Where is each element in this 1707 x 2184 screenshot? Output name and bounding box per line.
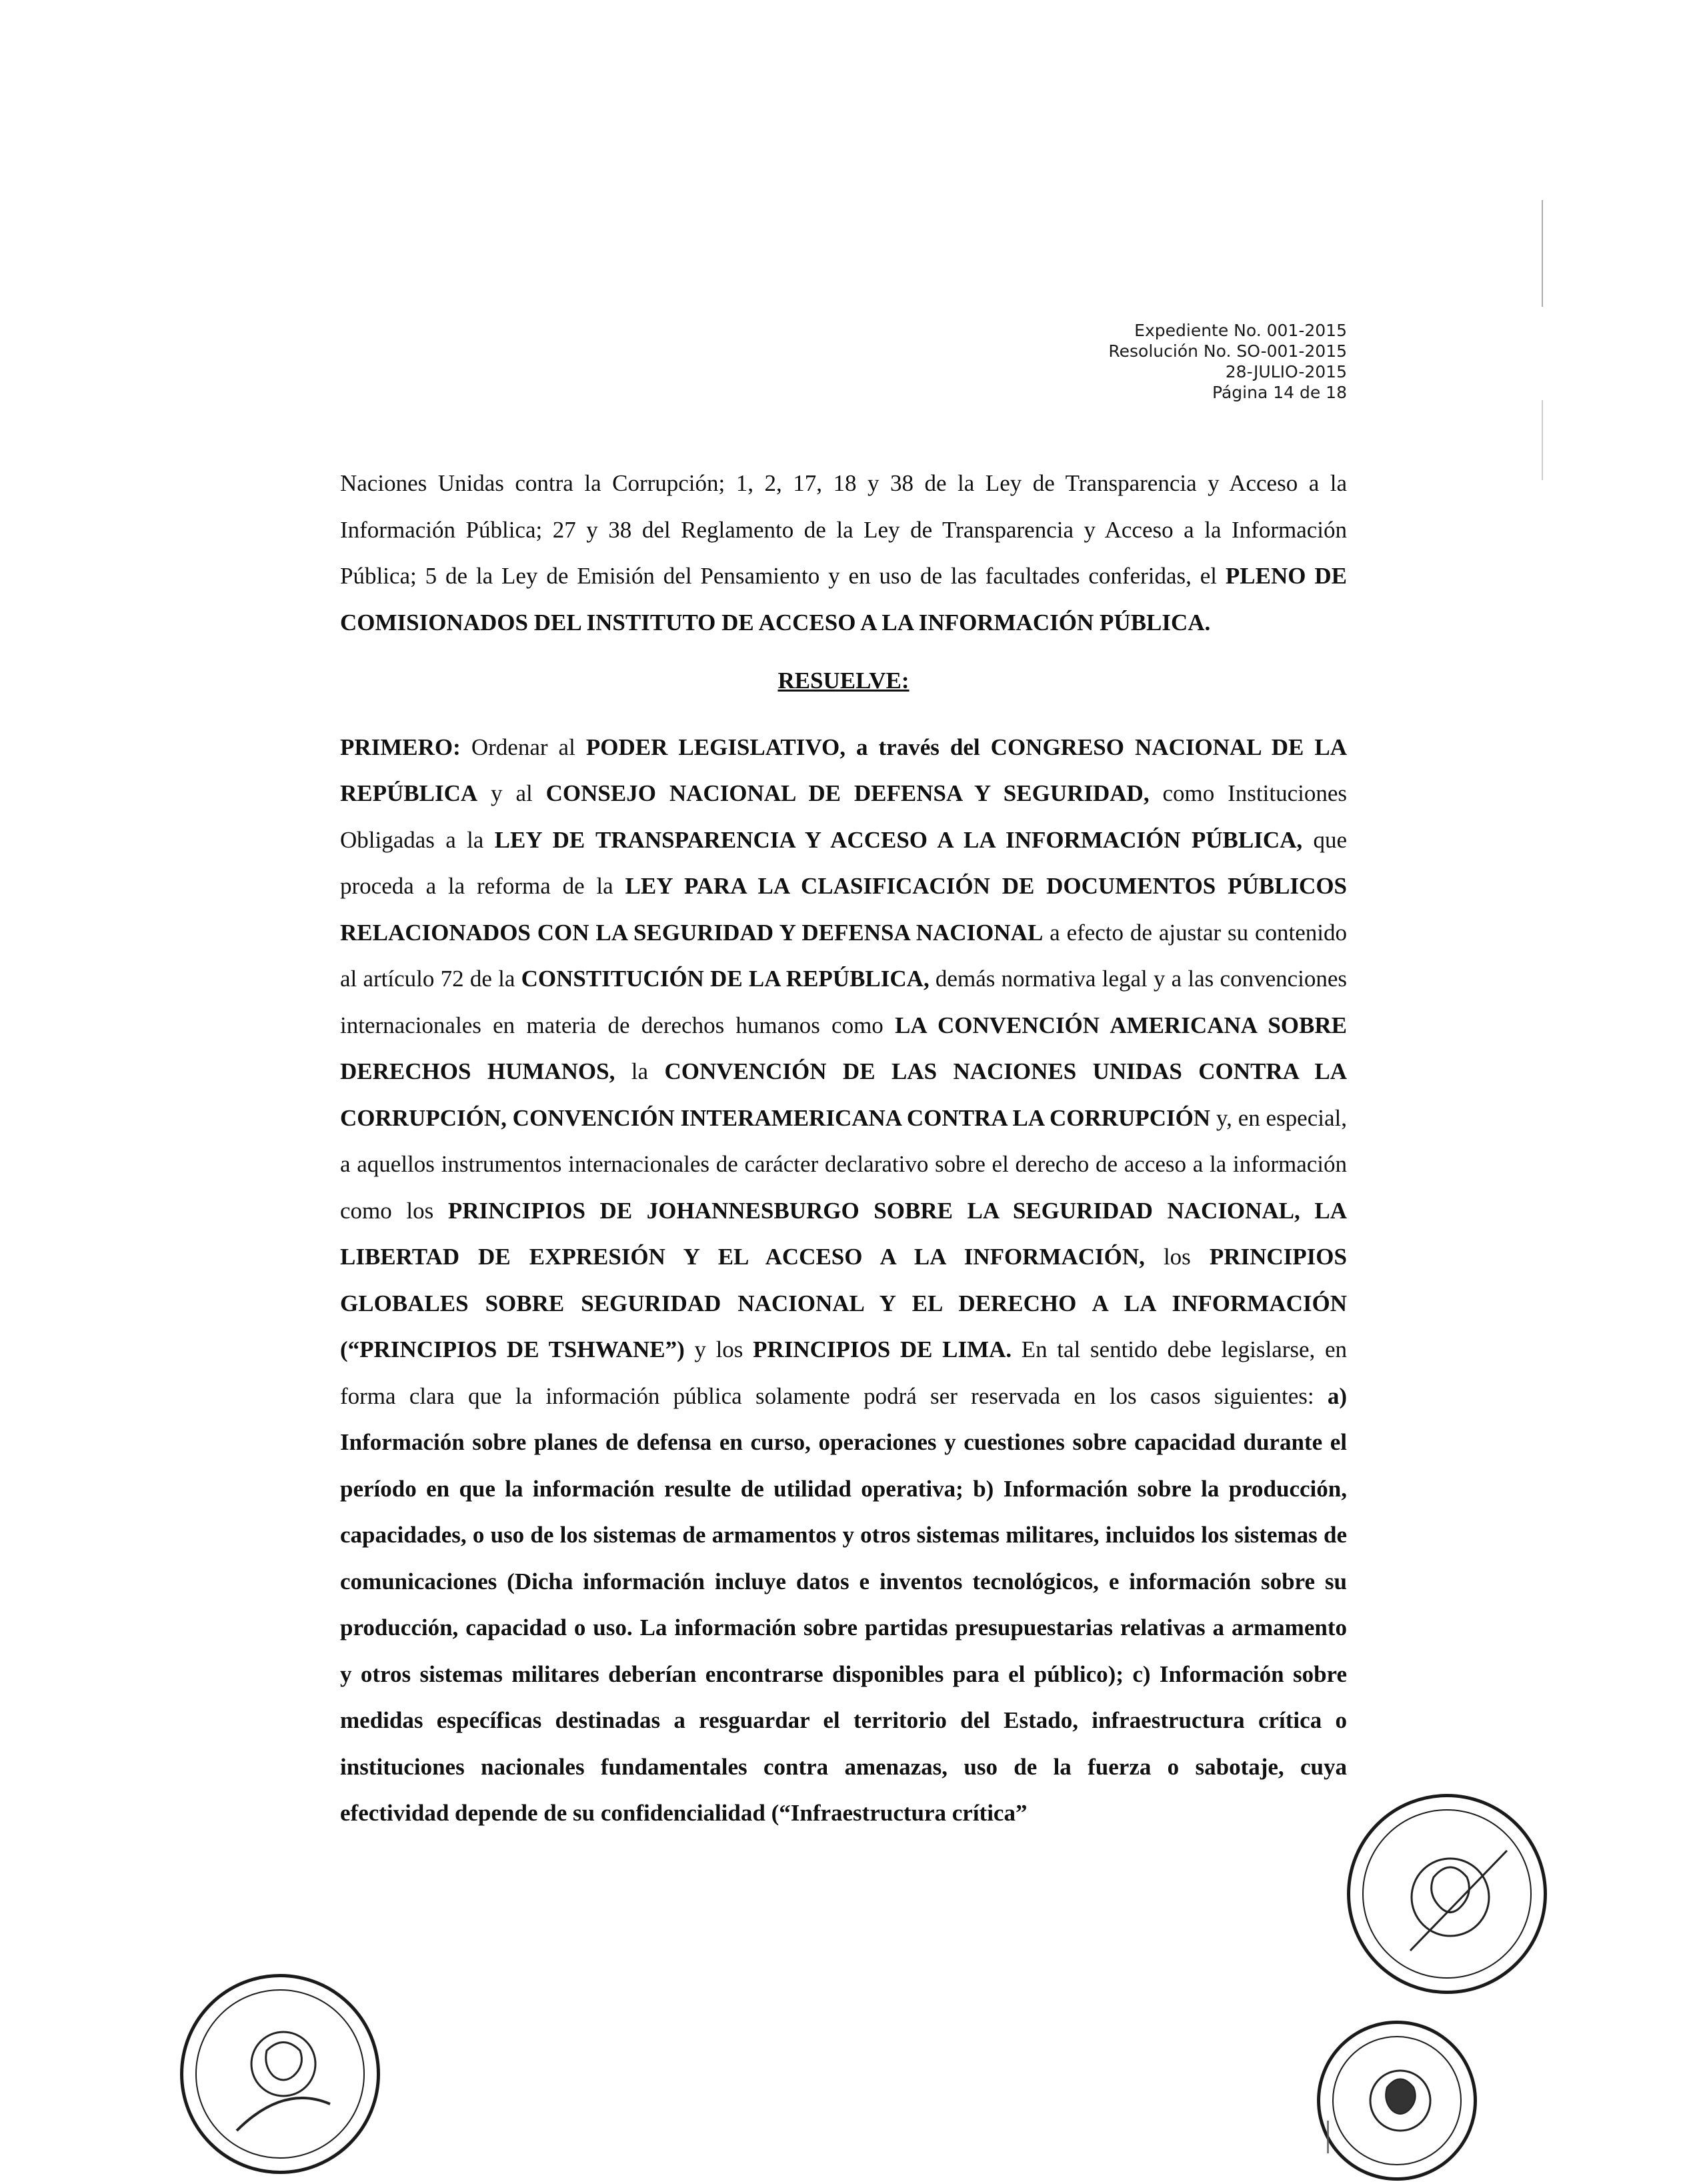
primero-text-1: Ordenar al (460, 734, 586, 760)
intro-text: Naciones Unidas contra la Corrupción; 1, 2, 17, 18 y 38 de la Ley de Transparencia y Acceso a la Información Pública; 27 y 38 del Reglamento de la Ley de Transparencia y Acceso a la Información Pública; 5 de la Ley de Emisión del Pensamiento y en uso de las facultades conferidas, el (340, 470, 1347, 589)
seal-emblem-icon (1320, 2024, 1480, 2184)
seal-emblem-icon (183, 1977, 383, 2177)
secretaria-general-seal (1347, 1794, 1547, 1994)
primero-bold-9: PRINCIPIOS DE JOHANNESBURGO SOBRE LA SEGURIDAD NACIONAL, LA LIBERTAD DE EXPRESIÓN Y EL ACCESO A LA INFORMACIÓN, (340, 1197, 1347, 1270)
document-header (1108, 320, 1347, 403)
primero-bold-8: CONVENCIÓN DE LAS NACIONES UNIDAS CONTRA LA CORRUPCIÓN, CONVENCIÓN INTERAMERICANA CONTRA LA CORRUPCIÓN (340, 1058, 1347, 1131)
primero-bold-11: PRINCIPIOS DE LIMA. (753, 1336, 1012, 1362)
resuelve-heading: RESUELVE: (777, 668, 910, 694)
intro-bold: PLENO DE COMISIONADOS DEL INSTITUTO DE ACCESO A LA INFORMACIÓN PÚBLICA. (340, 563, 1347, 636)
intro-paragraph (340, 460, 1347, 646)
resolucion-number: Resolución No. SO-001-2015 (1108, 341, 1347, 361)
primero-text-2: y al (477, 780, 546, 806)
scan-mark (1327, 2121, 1329, 2153)
primero-text-4: que proceda a la reforma de la (340, 826, 1347, 899)
presidencia-seal (180, 1974, 380, 2174)
primero-text-10: y los (684, 1336, 753, 1362)
primero-text-9: los (1144, 1244, 1210, 1270)
primero-text-8: y, en especial, a aquellos instrumentos internacionales de carácter declarativo sobre el derecho de acceso a la información como los (340, 1104, 1347, 1224)
primero-bold-6: CONSTITUCIÓN DE LA REPÚBLICA, (521, 966, 930, 992)
primero-bold-5: LEY PARA LA CLASIFICACIÓN DE DOCUMENTOS PÚBLICOS RELACIONADOS CON LA SEGURIDAD Y DEFENSA NACIONAL (340, 873, 1348, 946)
resolution-date: 28-JULIO-2015 (1225, 362, 1347, 381)
document-body (340, 460, 1347, 1837)
primero-bold-10: PRINCIPIOS GLOBALES SOBRE SEGURIDAD NACIONAL Y EL DERECHO A LA INFORMACIÓN (“PRINCIPIOS DE TSHWANE”) (340, 1244, 1347, 1362)
scan-mark (1542, 200, 1543, 307)
expediente-number: Expediente No. 001-2015 (1134, 321, 1347, 340)
primero-text-6: demás normativa legal y a las convenciones internacionales en materia de derechos humanos como (340, 966, 1348, 1038)
primero-bold-7: LA CONVENCIÓN AMERICANA SOBRE DERECHOS HUMANOS, (340, 1012, 1347, 1084)
primero-text-11: En tal sentido debe legislarse, en forma clara que la información pública solamente podrá ser reservada en los casos siguientes: (340, 1336, 1347, 1409)
scan-mark (1542, 400, 1543, 480)
primero-paragraph (340, 724, 1347, 1837)
seal-emblem-icon (1350, 1797, 1550, 1997)
comisionado-seal (1317, 2021, 1477, 2181)
primero-bold-12: a) Información sobre planes de defensa en curso, operaciones y cuestiones sobre capacidad durante el período en que la información resulte de utilidad operativa; b) Información sobre la producción, capacidades, o uso de los sistemas de armamentos y otros sistemas militares, incluidos los sistemas de comunicaciones (Dicha información incluye datos e inventos tecnológicos, e información sobre su producción, capacidad o uso. La información sobre partidas presupuestarias relativas a armamento y otros sistemas militares deberían encontrarse disponibles para el público); c) Información sobre medidas específicas destinadas a resguardar el territorio del Estado, infraestructura crítica o instituciones nacionales fundamentales contra amenazas, uso de la fuerza o sabotaje, cuya efectividad depende de su confidencialidad (“Infraestructura crítica” (340, 1382, 1347, 1826)
primero-bold-3: CONSEJO NACIONAL DE DEFENSA Y SEGURIDAD, (545, 780, 1150, 806)
primero-text-5: a efecto de ajustar su contenido al artículo 72 de la (340, 919, 1348, 992)
primero-text-3: como Instituciones Obligadas a la (340, 780, 1347, 853)
primero-bold-4: LEY DE TRANSPARENCIA Y ACCESO A LA INFORMACIÓN PÚBLICA, (494, 826, 1303, 853)
primero-bold-2: PODER LEGISLATIVO, a través del CONGRESO NACIONAL DE LA REPÚBLICA (340, 734, 1347, 806)
primero-text-7: la (615, 1058, 665, 1084)
page-number: Página 14 de 18 (1212, 383, 1347, 402)
primero-label: PRIMERO: (340, 734, 461, 760)
